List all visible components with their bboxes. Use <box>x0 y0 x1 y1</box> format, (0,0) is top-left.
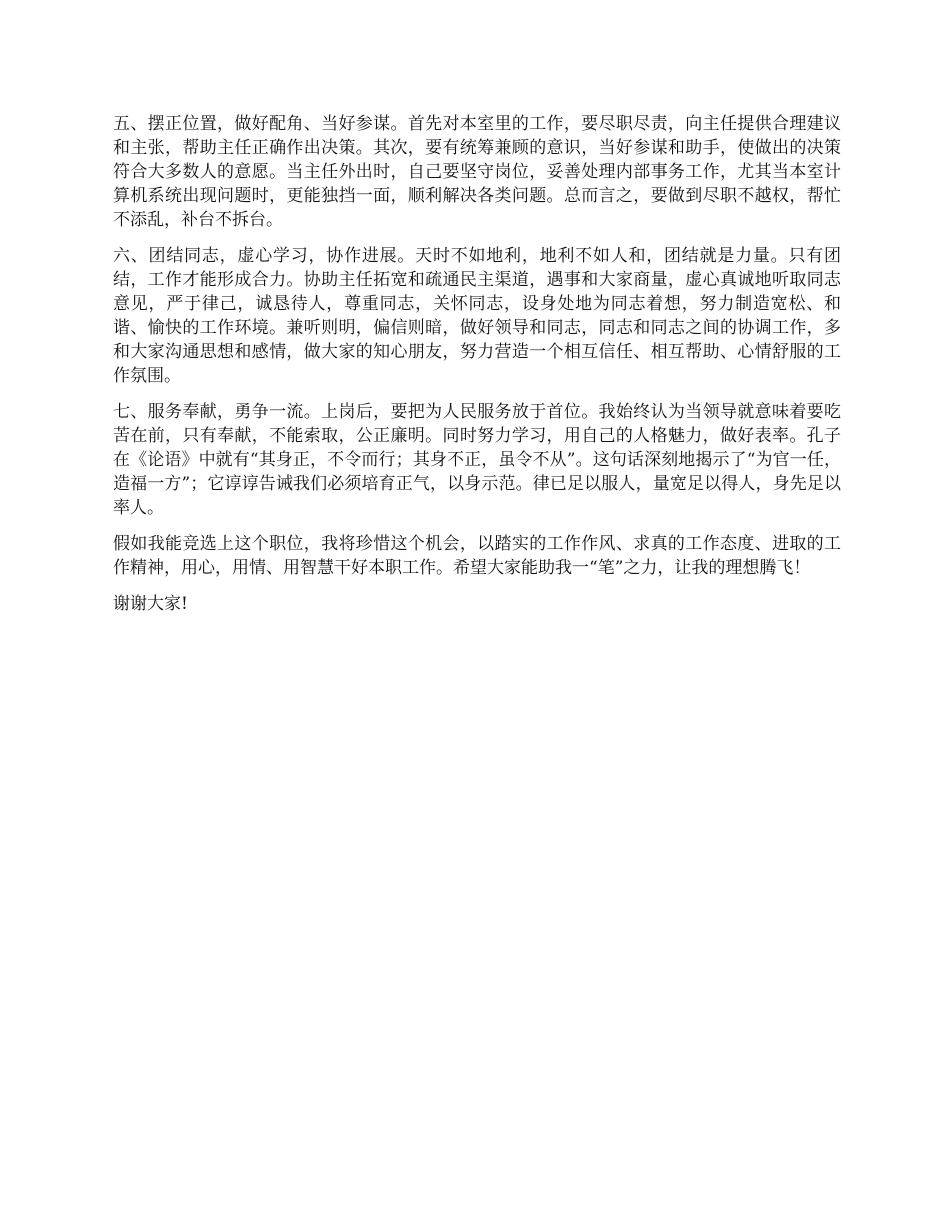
document-body <box>113 112 841 616</box>
paragraph-seven: 七、服务奉献，勇争一流。上岗后，要把为人民服务放于首位。我始终认为当领导就意味着要吃苦在前，只有奉献，不能索取，公正廉明。同时努力学习，用自己的人格魅力，做好表率。孔子在《论语》中就有“其身正，不令而行；其身不正，虽令不从”。这句话深刻地揭示了“为官一任，造福一方”；它谆谆告诫我们必须培育正气，以身示范。律已足以服人，量宽足以得人，身先足以率人。 <box>113 402 841 518</box>
paragraph-five: 五、摆正位置，做好配角、当好参谋。首先对本室里的工作，要尽职尽责，向主任提供合理建议和主张，帮助主任正确作出决策。其次，要有统筹兼顾的意识，当好参谋和助手，使做出的决策符合大多数人的意愿。当主任外出时，自己要坚守岗位，妥善处理内部事务工作，尤其当本室计算机系统出现问题时，更能独挡一面，顺利解决各类问题。总而言之，要做到尽职不越权，帮忙不添乱，补台不拆台。 <box>113 114 841 230</box>
paragraph-six: 六、团结同志，虚心学习，协作进展。天时不如地利，地利不如人和，团结就是力量。只有团结，工作才能形成合力。协助主任拓宽和疏通民主渠道，遇事和大家商量，虚心真诚地听取同志意见，严于律己，诚恳待人，尊重同志，关怀同志，设身处地为同志着想，努力制造宽松、和谐、愉快的工作环境。兼听则明，偏信则暗，做好领导和同志，同志和同志之间的协调工作，多和大家沟通思想和感情，做大家的知心朋友，努力营造一个相互信任、相互帮助、心情舒服的工作氛围。 <box>113 246 841 386</box>
paragraph-conclusion: 假如我能竞选上这个职位，我将珍惜这个机会，以踏实的工作作风、求真的工作态度、进取的工作精神，用心，用情、用智慧干好本职工作。希望大家能助我一“笔”之力，让我的理想腾飞！ <box>113 534 841 578</box>
closing-thanks: 谢谢大家! <box>113 594 188 614</box>
